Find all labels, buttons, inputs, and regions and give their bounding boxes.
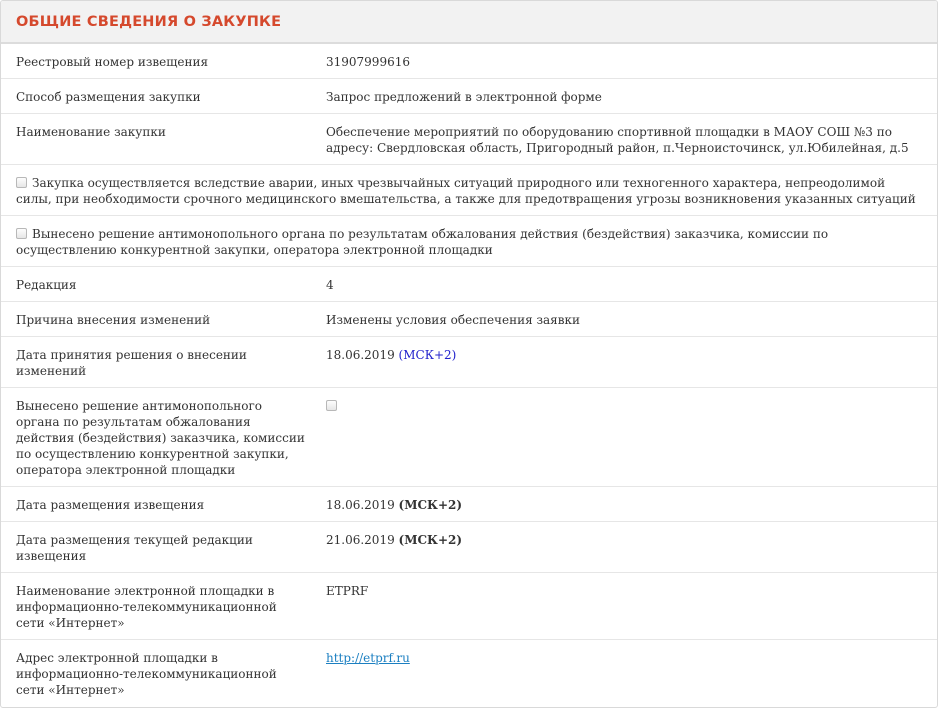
timezone-label: (МСК+2): [398, 533, 463, 547]
antimonopoly-field-value: [326, 398, 922, 478]
emergency-checkbox[interactable]: [16, 177, 27, 188]
decision-date-value: [326, 347, 922, 379]
antimonopoly-field-checkbox[interactable]: [326, 400, 337, 411]
date-text: 18.06.2019: [326, 498, 395, 512]
current-edition-date-value: [326, 532, 922, 564]
field-label: Реестровый номер извещения: [16, 55, 209, 69]
field-label: Вынесено решение антимонопольного органа по результатам обжалования действия (бездействия) заказчика, комиссии по осуществлению конкурентной закупки, оператора электронной площадки: [16, 399, 305, 477]
field-label: Наименование закупки: [16, 125, 166, 139]
platform-address-link[interactable]: http://etprf.ru: [326, 651, 410, 665]
field-label: Редакция: [16, 278, 77, 292]
procurement-name-value: Обеспечение мероприятий по оборудованию спортивной площадки в МАОУ СОШ №3 по адресу: Свердловская область, Пригородный район, п.Черноисточинск, ул.Юбилейная, д.5: [326, 125, 909, 155]
date-text: 18.06.2019: [326, 348, 395, 362]
row-platform-name: [1, 573, 937, 640]
row-antimonopoly-decision: [1, 216, 937, 267]
panel-header: [1, 1, 937, 44]
publish-date-value: [326, 497, 922, 513]
registry-number-value: 31907999616: [326, 55, 410, 69]
row-current-edition-date: [1, 522, 937, 573]
row-emergency: [1, 165, 937, 216]
row-registry-number: [1, 44, 937, 79]
timezone-label: (МСК+2): [398, 348, 457, 362]
row-edition: [1, 267, 937, 302]
platform-address-value: [326, 650, 922, 698]
procurement-method-value: Запрос предложений в электронной форме: [326, 90, 602, 104]
row-publish-date: [1, 487, 937, 522]
row-decision-date: [1, 337, 937, 388]
field-label: Причина внесения изменений: [16, 313, 211, 327]
row-platform-address: [1, 640, 937, 706]
field-label: Дата размещения извещения: [16, 498, 205, 512]
field-label: Наименование электронной площадки в информационно-телекоммуникационной сети «Интернет»: [16, 584, 277, 630]
platform-name-value: ETPRF: [326, 584, 369, 598]
panel-title: ОБЩИЕ СВЕДЕНИЯ О ЗАКУПКЕ: [16, 13, 282, 30]
row-change-reason: [1, 302, 937, 337]
row-antimonopoly-field: [1, 388, 937, 487]
row-procurement-method: [1, 79, 937, 114]
date-text: 21.06.2019: [326, 533, 395, 547]
field-label: Способ размещения закупки: [16, 90, 201, 104]
timezone-label: (МСК+2): [398, 498, 463, 512]
emergency-text: Закупка осуществляется вследствие аварии, иных чрезвычайных ситуаций природного или техногенного характера, непреодолимой силы, при необходимости срочного медицинского вмешательства, а также для предотвращения угрозы возникновения указанных ситуаций: [16, 176, 916, 206]
antimonopoly-checkbox[interactable]: [16, 228, 27, 239]
field-label: Дата размещения текущей редакции извещения: [16, 533, 253, 563]
field-label: Адрес электронной площадки в информационно-телекоммуникационной сети «Интернет»: [16, 651, 277, 697]
change-reason-value: Изменены условия обеспечения заявки: [326, 313, 580, 327]
antimonopoly-text: Вынесено решение антимонопольного органа по результатам обжалования действия (бездействия) заказчика, комиссии по осуществлению конкурентной закупки, оператора электронной площадки: [16, 227, 829, 257]
edition-value: 4: [326, 278, 334, 292]
field-label: Дата принятия решения о внесении изменений: [16, 348, 247, 378]
row-procurement-name: [1, 114, 937, 165]
